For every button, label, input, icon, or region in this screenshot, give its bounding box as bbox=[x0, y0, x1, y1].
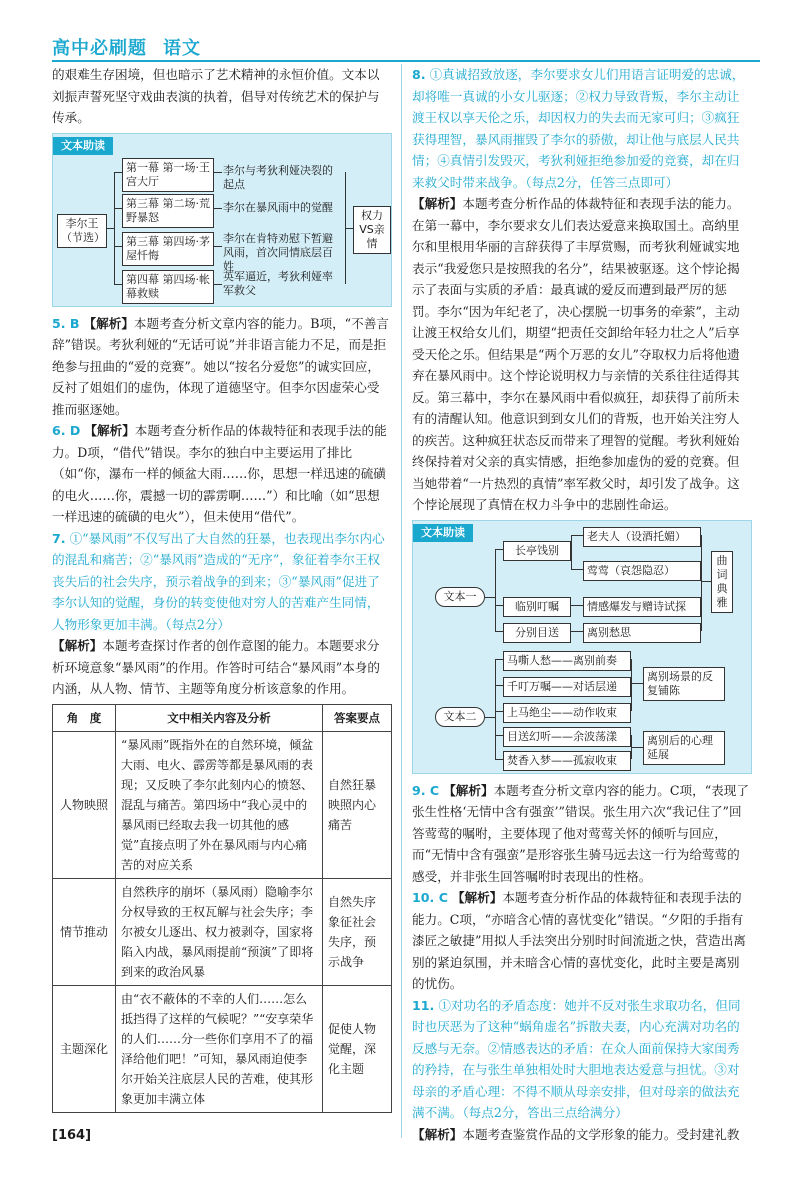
table-cell: 自然失序象征社会失序，预示战争 bbox=[323, 878, 392, 985]
reading-aid-title: 文本助读 bbox=[413, 524, 473, 542]
stage-node: 上马绝尘——动作收束 bbox=[503, 703, 631, 723]
summary-node: 离别后的心理延展 bbox=[643, 731, 725, 765]
table-header: 文中相关内容及分析 bbox=[116, 704, 323, 731]
q11-text: 本题考查鉴赏作品的文学形象的能力。受封建礼教 bbox=[462, 1126, 740, 1142]
reading-aid-box-2 bbox=[412, 520, 752, 774]
q7-text: 本题考查探讨作者的创作意图的能力。本题要求分析环境意象“暴风雨”的作用。作答时可结合“暴风雨”本身的内涵，从人物、情节、主题等角度分析该意象的作用。 bbox=[52, 638, 381, 696]
table-row bbox=[53, 878, 392, 985]
text1-node: 文本一 bbox=[435, 587, 485, 607]
stage-node: 马嘶人愁——离别前奏 bbox=[503, 651, 631, 671]
q10-text: 本题考查分析作品的体裁特征和表现手法的能力。C项，“亦暗含心情的喜忧变化”错误。“夕阳的手指有漆匠之敏捷”用拟人手法突出分别时时间流逝之快，营造出离别的紧迫氛围，并未暗含心情的喜忧变化，此时主要是离别的忧伤。 bbox=[412, 890, 746, 991]
table-cell: 主题深化 bbox=[53, 985, 116, 1112]
table-cell: 人物映照 bbox=[53, 731, 116, 878]
event-text: 李尔与考狄利娅决裂的起点 bbox=[223, 163, 333, 191]
table-cell: 自然狂暴映照内心痛苦 bbox=[323, 731, 392, 878]
q9-text: 本题考查分析文章内容的能力。C项，“表现了张生性格‘无情中含有强蛮’”错误。张生用六次“我记住了”回答莺莺的嘱咐，主要体现了他对莺莺关怀的倾听与回应，而“无情中含有强蛮”是形容张生骑马远去这一行为给莺莺的感受，并非张生回答嘱咐时表现出的性格。 bbox=[412, 782, 749, 884]
column-divider bbox=[401, 64, 402, 1138]
reading-aid-box-1 bbox=[52, 133, 392, 307]
table-header: 角 度 bbox=[53, 704, 116, 731]
stage-node: 千叮万嘱——对话层递 bbox=[503, 677, 631, 697]
event-text: 李尔在肯特劝慰下暂避风雨，首次同情底层百姓 bbox=[223, 231, 333, 273]
scene-node: 临别叮嘱 bbox=[503, 597, 571, 617]
q7-number: 7. bbox=[52, 530, 66, 546]
character-node: 老夫人（设酒托媚） bbox=[583, 527, 701, 547]
q5-number: 5. B bbox=[52, 315, 80, 331]
intro-paragraph: 的艰难生存困境，但也暗示了艺术精神的永恒价值。文本以刘振声誓死坚守戏曲表演的执着，倡导对传统艺术的保护与传承。 bbox=[52, 67, 380, 125]
q10-number: 10. C bbox=[412, 890, 448, 905]
act-node: 第三幕 第四场·茅屋忏悔 bbox=[122, 232, 214, 266]
q9-number: 9. C bbox=[412, 782, 440, 798]
table-cell: 自然秩序的崩坏（暴风雨）隐喻李尔分权导致的王权瓦解与社会失序；李尔被女儿逐出、权力被剥夺，国家将陷入内战，暴风雨提前“预演”了即将到来的政治风暴 bbox=[116, 878, 323, 985]
q5-text: 本题考查分析文章内容的能力。B项，“不善言辞”错误。考狄利娅的“无话可说”并非语言能力不足，而是拒绝参与扭曲的“爱的竞赛”。她以“按名分爱您”的诚实回应，反衬了姐姐们的虚伪，体现了道德坚守。但李尔因虚荣心受推而驱逐她。 bbox=[52, 315, 389, 417]
scene-node: 长亭饯别 bbox=[503, 541, 571, 561]
theme-node: 权力VS亲情 bbox=[353, 206, 391, 254]
stage-node: 目送幻听——余波荡漾 bbox=[503, 727, 631, 747]
character-node: 莺莺（哀怨隐忍） bbox=[583, 561, 701, 581]
q8-answer: ①真诚招致放逐，李尔要求女儿们用语言证明爱的忠诚，却将唯一真诚的小女儿驱逐；②权力导致背叛，李尔主动让渡王权以享天伦之乐，却因权力的失去而无家可归；③疯狂获得理智，暴风雨摧毁了李尔的骄傲，却让他与底层人民共情；④真情引发毁灭，考狄利娅拒绝参加爱的竞赛，却在归来救父时带来战争。（每点2分，任答三点即可） bbox=[412, 67, 745, 190]
scene-node: 分别目送 bbox=[503, 623, 571, 643]
table-cell: 由“衣不蔽体的不幸的人们……怎么抵挡得了这样的气候呢？”“安享荣华的人们……分一些你们享用不了的福泽给他们吧！”可知，暴风雨迫使李尔开始关注底层人民的苦难，使其形象更加丰满立体 bbox=[116, 985, 323, 1112]
detail-node: 离别愁思 bbox=[583, 623, 701, 643]
act-node: 第一幕 第一场·王宫大厅 bbox=[122, 158, 214, 192]
q11-answer: ①对功名的矛盾态度：她并不反对张生求取功名，但同时也厌恶为了这种“蜗角虚名”拆散夫妻，内心充满对功名的反感与无奈。②情感表达的矛盾：在众人面前保持大家闺秀的矜持，在与张生单独相处时大胆地表达爱意与担忧。③对母亲的矛盾心理：不得不顺从母亲安排，但对母亲的做法充满不满。（每点2分，答出三点给满分） bbox=[412, 997, 741, 1120]
analysis-table bbox=[52, 704, 392, 1113]
header-subject: 语文 bbox=[163, 38, 201, 59]
q8-tag: 【解析】 bbox=[412, 196, 463, 211]
detail-node: 情感爆发与赠诗试探 bbox=[583, 597, 701, 617]
q8-text: 本题考查分析作品的体裁特征和表现手法的能力。在第一幕中，李尔要求女儿们表达爱意来换取国土。高纳里尔和里根用华丽的言辞获得了丰厚赏赐，而考狄利娅诚实地表示“我爱您只是按照我的名分”，结果被驱逐。这个悖论揭示了表面与实质的矛盾：最真诚的爱反而遭到最严厉的惩罚。李尔“因为年纪老了，决心摆脱一切事务的牵萦”，主动让渡王权给女儿们，期望“把责任交卸给年轻力壮之人”后享受天伦之乐。但结果是“两个万恶的女儿”夺取权力后将他遗弃在暴风雨中。这个悖论说明权力与亲情的关系往往适得其反。第三幕中，李尔在暴风雨中看似疯狂，却获得了前所未有的清醒认知。他意识到到女儿们的背叛，也开始关注穷人的疾苦。这种疯狂状态反而带来了理智的觉醒。考狄利娅始终保持着对父亲的真实情感，拒绝参加虚伪的爱的竞赛。但当她带着“一片热烈的真情”率军救父时，却引发了战争。这个悖论展现了真情在权力斗争中的悲剧性命运。 bbox=[412, 196, 740, 512]
table-cell: 情节推动 bbox=[53, 878, 116, 985]
q7-answer: ①“暴风雨”不仅写出了大自然的狂暴，也表现出李尔内心的混乱和痛苦；②“暴风雨”造成的“无序”，象征着李尔王权丧失后的社会失序，预示着战争的到来；③“暴风雨”促进了李尔认知的觉醒，身份的转变使他对穷人的苦难产生同情，人物形象更加丰满。（每点2分） bbox=[52, 530, 385, 632]
stage-node: 焚香入梦——孤寂收束 bbox=[503, 751, 631, 771]
q6-number: 6. D bbox=[52, 423, 81, 438]
act-node: 第三幕 第二场·荒野暴怒 bbox=[122, 194, 214, 228]
summary-node: 离别场景的反复铺陈 bbox=[643, 667, 725, 701]
table-row bbox=[53, 731, 392, 878]
page-number: [164] bbox=[52, 1128, 92, 1143]
text2-node: 文本二 bbox=[435, 707, 485, 727]
q6-tag: 【解析】 bbox=[84, 423, 135, 438]
event-text: 李尔在暴风雨中的觉醒 bbox=[223, 200, 333, 214]
act-node: 第四幕 第四场·帐幕救赎 bbox=[122, 270, 214, 304]
q6-text: 本题考查分析作品的体裁特征和表现手法的能力。D项，“借代”错误。李尔的独白中主要运用了排比（如“你，瀑布一样的倾盆大雨……你，思想一样迅速的硫磺的电火……你，震撼一切的霹雳啊……”）和比喻（如“思想一样迅速的硫磺的电火”），但未使用“借代”。 bbox=[52, 423, 387, 524]
page-header bbox=[52, 34, 217, 60]
style-node: 曲词典雅 bbox=[711, 551, 733, 613]
table-row bbox=[53, 985, 392, 1112]
table-header: 答案要点 bbox=[323, 704, 392, 731]
q5-tag: 【解析】 bbox=[83, 315, 134, 331]
q8-number: 8. bbox=[412, 67, 426, 82]
left-column bbox=[52, 64, 392, 1113]
root-node: 李尔王（节选） bbox=[57, 214, 107, 248]
header-rule bbox=[52, 60, 760, 62]
table-cell: “暴风雨”既指外在的自然环境，倾盆大雨、电火、霹雳等都是暴风雨的表现；又反映了李尔此刻内心的愤怒、混乱与痛苦。第四场中“我心灵中的暴风雨已经取去我一切其他的感觉”直接点明了外在暴风雨与内心痛苦的对应关系 bbox=[116, 731, 323, 878]
event-text: 英军逼近，考狄利娅率军救父 bbox=[223, 269, 333, 297]
q11-tag: 【解析】 bbox=[412, 1126, 463, 1142]
q11-number: 11. bbox=[412, 997, 435, 1013]
table-cell: 促使人物觉醒，深化主题 bbox=[323, 985, 392, 1112]
q7-tag: 【解析】 bbox=[52, 638, 103, 653]
q10-tag: 【解析】 bbox=[451, 890, 503, 905]
header-title: 高中必刷题 bbox=[52, 38, 147, 59]
q9-tag: 【解析】 bbox=[443, 782, 494, 798]
reading-aid-title: 文本助读 bbox=[53, 137, 113, 155]
right-column bbox=[412, 64, 752, 1145]
